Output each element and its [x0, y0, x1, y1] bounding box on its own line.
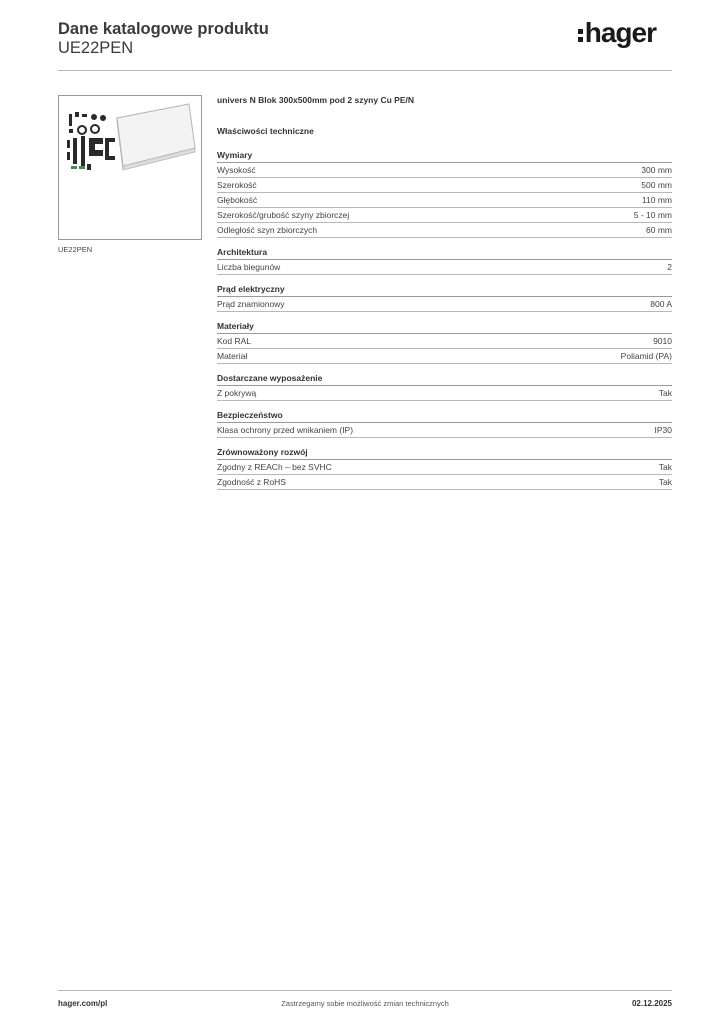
spec-group — [217, 410, 672, 438]
image-caption: UE22PEN — [58, 245, 93, 254]
footer-date: 02.12.2025 — [631, 999, 672, 1008]
footer-disclaimer: Zastrzegamy sobie możliwość zmian technicznych — [281, 999, 449, 1008]
hager-logo — [578, 18, 656, 48]
spec-value: 300 mm — [641, 165, 672, 175]
document-title: Dane katalogowe produktu — [58, 20, 269, 38]
spec-value: Poliamid (PA) — [620, 351, 672, 361]
spec-row — [217, 297, 672, 312]
spec-row — [217, 334, 672, 349]
spec-group — [217, 321, 672, 364]
spec-label: Materiał — [217, 351, 248, 361]
spec-groups — [217, 150, 672, 490]
spec-group-title: Bezpieczeństwo — [217, 410, 672, 423]
spec-row — [217, 349, 672, 364]
page-header — [58, 17, 672, 71]
product-code: UE22PEN — [58, 39, 134, 57]
spec-value: Tak — [658, 462, 672, 472]
logo-dots — [578, 29, 583, 42]
spec-label: Szerokość — [217, 180, 257, 190]
product-image — [58, 95, 202, 240]
spec-value: 60 mm — [646, 225, 672, 235]
spec-group — [217, 284, 672, 312]
spec-label: Wysokość — [217, 165, 256, 175]
page-footer — [58, 990, 672, 1011]
spec-label: Zgodny z REACh – bez SVHC — [217, 462, 332, 472]
spec-row — [217, 386, 672, 401]
spec-value: 2 — [667, 262, 672, 272]
technical-properties-title: Właściwości techniczne — [217, 126, 314, 136]
spec-label: Liczba biegunów — [217, 262, 281, 272]
spec-row — [217, 260, 672, 275]
spec-label: Odległość szyn zbiorczych — [217, 225, 318, 235]
spec-group-title: Zrównoważony rozwój — [217, 447, 672, 460]
spec-group-title: Materiały — [217, 321, 672, 334]
spec-group-title: Dostarczane wyposażenie — [217, 373, 672, 386]
spec-group-title: Prąd elektryczny — [217, 284, 672, 297]
specifications — [217, 95, 672, 490]
spec-row — [217, 208, 672, 223]
spec-label: Prąd znamionowy — [217, 299, 285, 309]
spec-row — [217, 193, 672, 208]
spec-group — [217, 150, 672, 238]
spec-label: Zgodność z RoHS — [217, 477, 286, 487]
spec-row — [217, 178, 672, 193]
spec-row — [217, 423, 672, 438]
spec-value: 500 mm — [641, 180, 672, 190]
spec-group-title: Wymiary — [217, 150, 672, 163]
spec-value: 800 A — [650, 299, 672, 309]
spec-label: Głębokość — [217, 195, 258, 205]
spec-label: Kod RAL — [217, 336, 252, 346]
spec-row — [217, 460, 672, 475]
spec-row — [217, 475, 672, 490]
spec-value: Tak — [658, 477, 672, 487]
footer-website: hager.com/pl — [58, 999, 108, 1008]
spec-row — [217, 163, 672, 178]
spec-group — [217, 447, 672, 490]
spec-group-title: Architektura — [217, 247, 672, 260]
spec-group — [217, 373, 672, 401]
spec-row — [217, 223, 672, 238]
spec-value: Tak — [658, 388, 672, 398]
spec-value: 110 mm — [641, 195, 672, 205]
spec-value: 9010 — [653, 336, 672, 346]
product-illustration — [59, 96, 201, 239]
spec-label: Szerokość/grubość szyny zbiorczej — [217, 210, 350, 220]
spec-label: Z pokrywą — [217, 388, 257, 398]
logo-wordmark: hager — [584, 17, 656, 48]
spec-label: Klasa ochrony przed wnikaniem (IP) — [217, 425, 354, 435]
product-name: univers N Blok 300x500mm pod 2 szyny Cu PE/N — [217, 95, 414, 105]
spec-value: 5 - 10 mm — [633, 210, 672, 220]
spec-value: IP30 — [654, 425, 672, 435]
spec-group — [217, 247, 672, 275]
